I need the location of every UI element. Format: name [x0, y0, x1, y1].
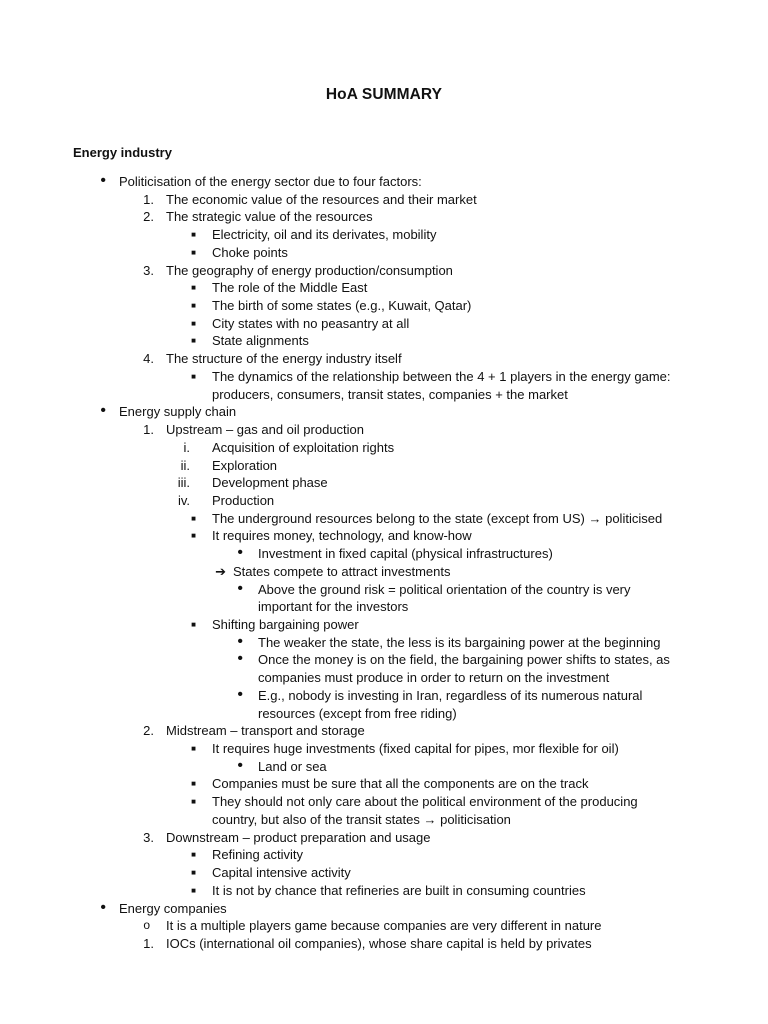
list-marker: • — [100, 402, 106, 420]
outline-line — [0, 244, 768, 261]
list-marker: • — [237, 544, 243, 562]
outline-line — [0, 208, 768, 225]
outline-text: States compete to attract investments — [233, 563, 451, 579]
outline-line — [0, 403, 768, 420]
list-marker: • — [237, 756, 243, 774]
outline-line — [0, 917, 768, 934]
list-marker: ■ — [191, 531, 196, 541]
outline-line — [0, 864, 768, 881]
outline-line — [0, 315, 768, 332]
outline-line — [0, 722, 768, 739]
list-marker: iii. — [177, 475, 190, 491]
outline-text: E.g., nobody is investing in Iran, regardless of its numerous natural — [258, 687, 643, 703]
outline-line — [0, 421, 768, 438]
list-marker: ■ — [191, 283, 196, 293]
outline-line — [0, 793, 768, 810]
list-marker: 1. — [143, 191, 154, 207]
outline-text: Upstream – gas and oil production — [166, 422, 365, 438]
outline-line — [0, 510, 768, 527]
outline-line — [0, 687, 768, 704]
outline-line — [0, 439, 768, 456]
list-marker: • — [237, 685, 243, 703]
outline-line — [0, 173, 768, 190]
outline-line — [0, 332, 768, 349]
outline-line — [0, 474, 768, 491]
list-marker: ■ — [191, 371, 196, 381]
outline-text: Acquisition of exploitation rights — [212, 439, 395, 455]
list-marker: ■ — [191, 797, 196, 807]
page-title: HoA SUMMARY — [325, 86, 443, 103]
outline-text: Choke points — [212, 244, 288, 260]
list-marker: iv. — [177, 492, 190, 508]
outline-text: The underground resources belong to the state (except from US) → politicised — [212, 510, 663, 526]
outline-line — [0, 279, 768, 296]
outline-line — [0, 634, 768, 651]
outline-line — [0, 262, 768, 279]
list-marker: 1. — [143, 422, 154, 438]
outline-text: Development phase — [212, 475, 328, 491]
outline-line — [0, 758, 768, 775]
list-marker: 3. — [143, 262, 154, 278]
outline-line — [0, 457, 768, 474]
outline-text: The structure of the energy industry itself — [166, 351, 402, 367]
outline-text: The weaker the state, the less is its bargaining power at the beginning — [258, 634, 661, 650]
outline-line — [0, 297, 768, 314]
list-marker: ■ — [191, 247, 196, 257]
section-heading: Energy industry — [73, 145, 172, 160]
outline-text: Exploration — [212, 457, 278, 473]
list-marker: 2. — [143, 723, 154, 739]
outline-line — [0, 669, 768, 686]
outline-text: Once the money is on the field, the bargaining power shifts to states, as — [258, 652, 670, 668]
list-marker: ■ — [191, 779, 196, 789]
outline-text: Above the ground risk = political orientation of the country is very — [258, 581, 631, 597]
outline-line — [0, 705, 768, 722]
outline-text: Politicisation of the energy sector due to four factors: — [119, 174, 422, 189]
outline-text: IOCs (international oil companies), whose share capital is held by privates — [166, 935, 592, 951]
outline-text: It requires money, technology, and know-how — [212, 528, 472, 544]
list-marker: o — [143, 918, 150, 933]
outline-line — [0, 368, 768, 385]
outline-text: Shifting bargaining power — [212, 617, 359, 632]
outline-text: It is a multiple players game because companies are very different in nature — [166, 918, 602, 934]
list-marker: 1. — [143, 935, 154, 951]
outline-text: Electricity, oil and its derivates, mobility — [212, 227, 437, 243]
outline-text: The dynamics of the relationship between the 4 + 1 players in the energy game: — [212, 368, 671, 384]
list-marker: • — [237, 650, 243, 668]
outline-text: The economic value of the resources and their market — [166, 191, 477, 207]
list-marker: i. — [183, 439, 190, 455]
outline-text: Land or sea — [258, 758, 327, 774]
list-marker: • — [100, 898, 106, 916]
outline-line — [0, 900, 768, 917]
list-marker: ■ — [191, 513, 196, 523]
outline-text: important for the investors — [258, 599, 409, 615]
outline-text: Energy companies — [119, 900, 227, 916]
list-marker: ■ — [191, 868, 196, 878]
list-marker: ■ — [191, 744, 196, 754]
outline-text: country, but also of the transit states → politicisation — [212, 811, 511, 827]
outline-text: The geography of energy production/consumption — [166, 262, 453, 278]
outline-line — [0, 651, 768, 668]
outline-text: They should not only care about the political environment of the producing — [212, 794, 638, 810]
outline-line — [0, 616, 768, 633]
outline-text: It requires huge investments (fixed capital for pipes, mor flexible for oil) — [212, 741, 619, 757]
list-marker: ■ — [191, 301, 196, 311]
outline-text: companies must produce in order to return on the investment — [258, 670, 610, 686]
outline-line — [0, 545, 768, 562]
outline-line — [0, 811, 768, 828]
list-marker: ■ — [191, 620, 196, 629]
list-marker: ■ — [191, 230, 196, 240]
outline-line — [0, 191, 768, 208]
outline-text: The birth of some states (e.g., Kuwait, Qatar) — [212, 298, 472, 314]
outline-text: producers, consumers, transit states, companies + the market — [212, 386, 568, 402]
list-marker: ii. — [180, 457, 190, 473]
outline-text: Companies must be sure that all the components are on the track — [212, 776, 589, 792]
list-marker: ■ — [191, 850, 196, 860]
list-marker: ■ — [191, 885, 196, 895]
outline-text: It is not by chance that refineries are built in consuming countries — [212, 882, 586, 898]
outline-line — [0, 740, 768, 757]
outline-line — [0, 527, 768, 544]
outline-text: The role of the Middle East — [212, 280, 368, 296]
outline-text: State alignments — [212, 333, 309, 349]
list-marker: 3. — [143, 829, 154, 845]
outline-text: The strategic value of the resources — [166, 209, 373, 225]
list-marker: 2. — [143, 209, 154, 225]
outline-line — [0, 492, 768, 509]
list-marker: • — [237, 579, 243, 597]
list-marker: 4. — [143, 351, 154, 367]
outline-text: City states with no peasantry at all — [212, 315, 410, 331]
outline-line — [0, 350, 768, 367]
list-marker: ■ — [191, 336, 196, 346]
outline-text: Energy supply chain — [119, 404, 237, 420]
outline-line — [0, 935, 768, 952]
outline-line — [0, 598, 768, 615]
outline-line — [0, 226, 768, 243]
list-marker: • — [237, 632, 243, 650]
outline-line — [0, 581, 768, 598]
outline-line — [0, 882, 768, 899]
outline-text: Refining activity — [212, 847, 304, 863]
list-marker: ■ — [191, 318, 196, 328]
outline-text: Investment in fixed capital (physical infrastructures) — [258, 546, 553, 562]
outline-text: Midstream – transport and storage — [166, 723, 365, 739]
outline-line — [0, 563, 768, 580]
list-marker: • — [100, 172, 106, 189]
outline-line — [0, 829, 768, 846]
outline-text: Capital intensive activity — [212, 865, 351, 881]
outline-line — [0, 386, 768, 403]
outline-text: Downstream – product preparation and usage — [166, 829, 431, 845]
outline-line — [0, 775, 768, 792]
list-marker: ➔ — [215, 563, 226, 579]
outline-text: Production — [212, 492, 275, 508]
outline-line — [0, 846, 768, 863]
outline-text: resources (except from free riding) — [258, 705, 457, 721]
